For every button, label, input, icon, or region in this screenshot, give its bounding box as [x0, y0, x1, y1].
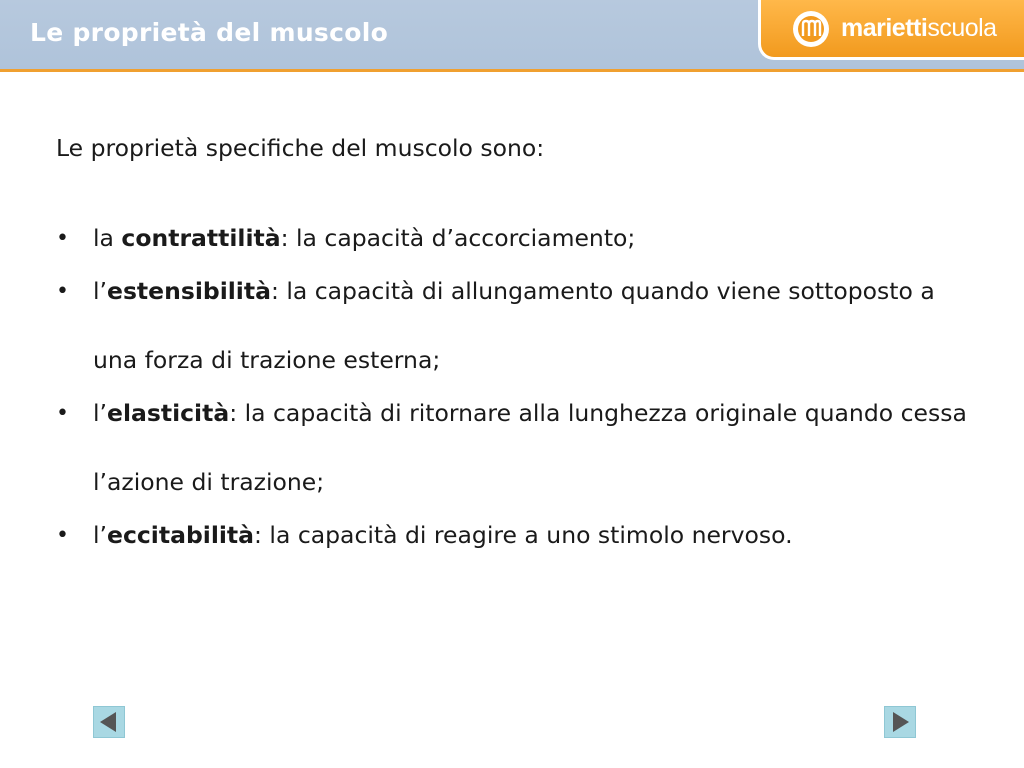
triangle-left-icon	[94, 707, 124, 737]
list-item	[56, 257, 986, 395]
item-description: : la capacità di reagire a uno stimolo nervoso.	[254, 521, 793, 549]
item-description: : la capacità di allungamento quando viene sottoposto a una forza di trazione esterna;	[93, 277, 935, 374]
bullet: •	[56, 523, 69, 548]
bullet: •	[56, 279, 69, 304]
item-prefix: la	[93, 224, 122, 252]
bullet: •	[56, 226, 69, 251]
item-description: : la capacità d’accorciamento;	[280, 224, 636, 252]
item-prefix: l’	[93, 521, 107, 549]
item-term: estensibilità	[107, 277, 271, 305]
item-term: eccitabilità	[107, 521, 255, 549]
list-item	[56, 379, 986, 517]
properties-list	[56, 204, 986, 570]
header-bar	[0, 0, 1024, 72]
bullet: •	[56, 401, 69, 426]
page-title: Le proprietà del muscolo	[30, 18, 389, 47]
item-description: : la capacità di ritornare alla lunghezza originale quando cessa l’azione di trazione;	[93, 399, 967, 496]
logo-brand-suffix: scuola	[927, 14, 997, 42]
logo-tab	[758, 0, 1024, 60]
previous-slide-button[interactable]	[93, 706, 125, 738]
logo-brand: marietti	[841, 14, 928, 42]
slide-content	[56, 130, 986, 570]
next-slide-button[interactable]	[884, 706, 916, 738]
marietti-logo-icon	[792, 10, 830, 48]
item-term: contrattilità	[121, 224, 281, 252]
triangle-right-icon	[885, 707, 915, 737]
intro-text: Le proprietà specifiche del muscolo sono:	[56, 134, 545, 162]
list-item	[56, 501, 986, 570]
item-prefix: l’	[93, 399, 107, 427]
logo-wordmark	[841, 14, 997, 43]
item-term: elasticità	[107, 399, 230, 427]
item-prefix: l’	[93, 277, 107, 305]
